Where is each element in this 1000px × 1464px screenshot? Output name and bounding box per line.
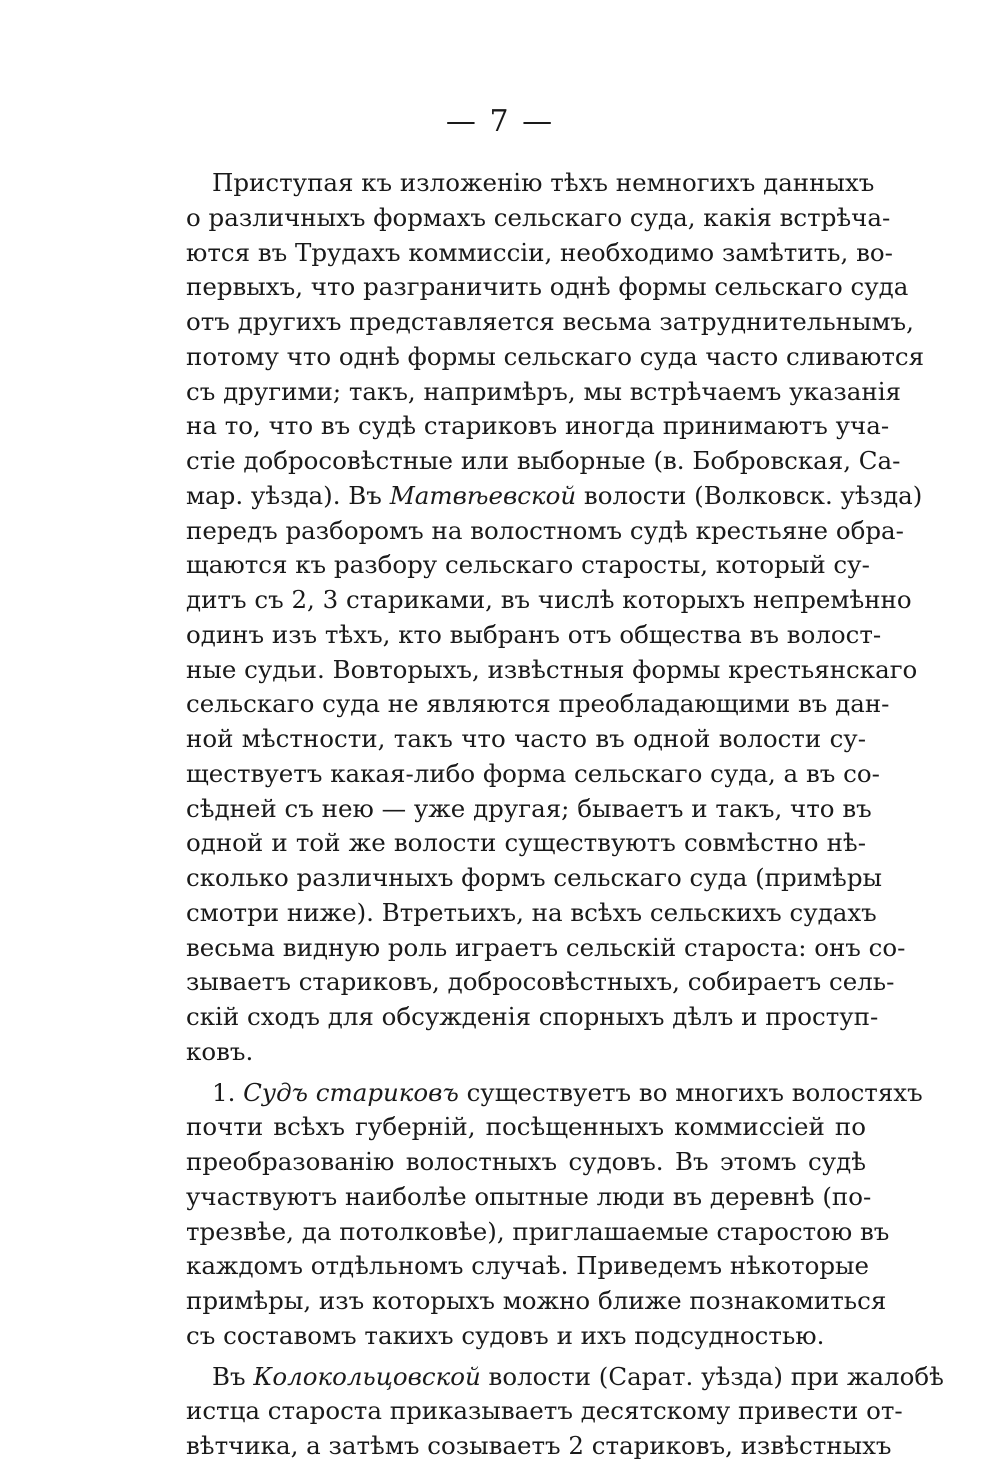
text-line: почти всѣхъ губерній, посѣщенныхъ коммиссіей по <box>186 1112 866 1142</box>
text-line: передъ разборомъ на волостномъ судѣ крестьяне обра- <box>186 515 904 545</box>
text-line: о различныхъ формахъ сельскаго суда, какія встрѣча- <box>186 202 891 232</box>
text-line: ковъ. <box>186 1036 254 1066</box>
text-line: щаются къ разбору сельскаго старосты, который су- <box>186 550 870 580</box>
text-line: Приступая къ изложенію тѣхъ немногихъ данныхъ <box>212 168 875 197</box>
text-line: каждомъ отдѣльномъ случаѣ. Приведемъ нѣкоторые <box>186 1251 869 1281</box>
text-line: скій сходъ для обсужденія спорныхъ дѣлъ и проступ- <box>186 1002 879 1031</box>
text-line: ществуетъ какая-либо форма сельскаго суда, а въ со- <box>186 758 880 788</box>
italic-section-title: Судъ стариковъ <box>243 1077 459 1107</box>
text-line: на то, что въ судѣ стариковъ иногда принимаютъ уча- <box>186 411 890 441</box>
text-line: дитъ съ 2, 3 стариками, въ числѣ которыхъ непремѣнно <box>186 585 912 614</box>
text-line: весьма видную роль играетъ сельскій староста: онъ со- <box>186 932 906 962</box>
text-line: ной мѣстности, такъ что часто въ одной волости су- <box>186 724 866 753</box>
text-line: Въ Колокольцовской волости (Сарат. уѣзда) при жалобѣ <box>212 1361 944 1391</box>
text-line: смотри ниже). Втретьихъ, на всѣхъ сельскихъ судахъ <box>186 897 877 927</box>
text-line: сельскаго суда не являются преобладающими въ дан- <box>186 689 890 719</box>
text-line: ные судьи. Вовторыхъ, извѣстныя формы крестьянскаго <box>186 654 918 684</box>
text-line: 1. Судъ стариковъ существуетъ во многихъ волостяхъ <box>212 1077 923 1107</box>
text-line: первыхъ, что разграничить однѣ формы сельскаго суда <box>186 272 909 302</box>
text-line: одной и той же волости существуютъ совмѣстно нѣ- <box>186 828 866 858</box>
text-line: отъ другихъ представляется весьма затруднительнымъ, <box>186 307 914 336</box>
text-line: стіе добросовѣстные или выборные (в. Бобровская, Са- <box>186 446 901 475</box>
text-line: примѣры, изъ которыхъ можно ближе познакомиться <box>186 1286 887 1315</box>
text-line: сѣдней съ нею — уже другая; бываетъ и такъ, что въ <box>186 793 872 823</box>
text-line: одинъ изъ тѣхъ, кто выбранъ отъ общества въ волост- <box>186 619 882 649</box>
text-line: мар. уѣзда). Въ Матвѣевской волости (Волковск. уѣзда) <box>186 480 923 510</box>
text-line: съ составомъ такихъ судовъ и ихъ подсудностью. <box>186 1320 825 1350</box>
text-line: вѣтчика, а затѣмъ созываетъ 2 стариковъ, извѣстныхъ <box>186 1431 892 1460</box>
text-line: потому что однѣ формы сельскаго суда часто сливаются <box>186 341 925 371</box>
text-line: трезвѣе, да потолковѣе), приглашаемые старостою въ <box>186 1216 890 1246</box>
page-body-text <box>186 166 944 1464</box>
text-line: сколько различныхъ формъ сельскаго суда (примѣры <box>186 863 883 892</box>
text-line: участвуютъ наиболѣе опытные люди въ деревнѣ (по- <box>186 1181 872 1211</box>
italic-place-name: Колокольцовской <box>253 1361 481 1391</box>
page-number: — 7 — <box>445 104 555 139</box>
text-line: ются въ Трудахъ коммиссіи, необходимо замѣтить, во- <box>186 237 893 267</box>
text-line: преобразованію волостныхъ судовъ. Въ этомъ судѣ <box>186 1147 866 1176</box>
text-line: истца староста приказываетъ десятскому привести от- <box>186 1396 903 1426</box>
italic-place-name: Матвѣевской <box>389 480 577 510</box>
text-line: зываетъ стариковъ, добросовѣстныхъ, собираетъ сель- <box>186 967 895 997</box>
text-line: съ другими; такъ, напримѣръ, мы встрѣчаемъ указанія <box>186 376 901 406</box>
